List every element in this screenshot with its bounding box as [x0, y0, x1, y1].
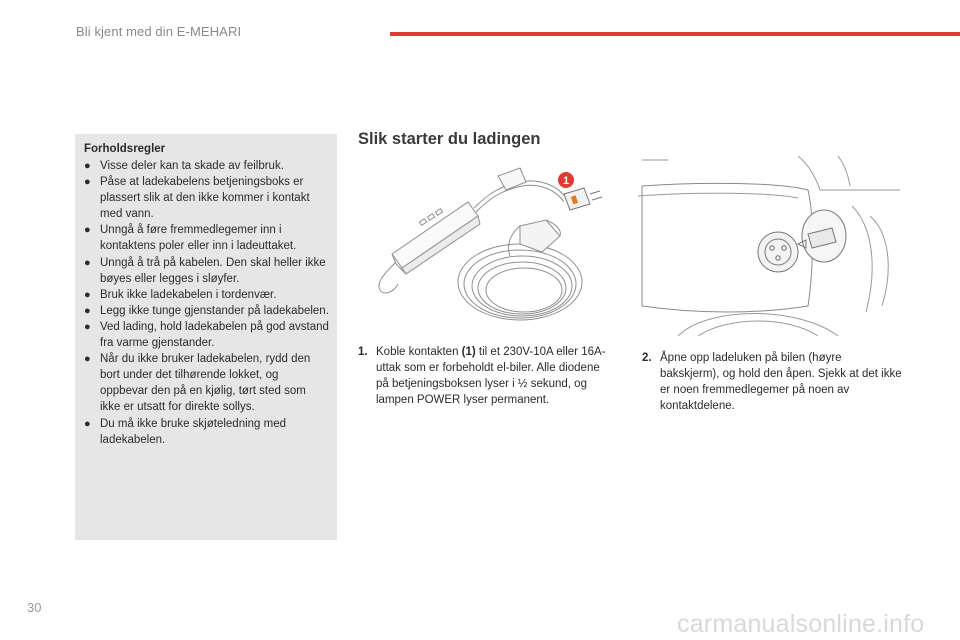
- header-accent-rule: [390, 32, 960, 36]
- precaution-item: ● Unngå å trå på kabelen. Den skal heller ikke bøyes eller legges i sløyfer.: [84, 256, 326, 285]
- bullet-icon: ●: [84, 417, 91, 430]
- watermark: carmanualsonline.info: [677, 610, 925, 638]
- page-number: 30: [27, 600, 42, 615]
- step-number: 1.: [358, 346, 368, 358]
- section-title: Slik starter du ladingen: [358, 130, 541, 148]
- header-title: Bli kjent med din E-MEHARI: [76, 24, 242, 39]
- bullet-icon: ●: [84, 160, 91, 172]
- charging-flap-illustration: [638, 156, 900, 336]
- bullet-icon: ●: [84, 288, 91, 301]
- precaution-item: ● Ved lading, hold ladekabelen på god avstand fra varme gjenstander.: [84, 320, 329, 350]
- precaution-item: ● Unngå å føre fremmedlegemer inn i kontaktens poler eller inn i ladeuttaket.: [84, 224, 297, 253]
- bullet-icon: ●: [84, 176, 91, 189]
- step-reference: (1): [461, 346, 476, 358]
- bullet-icon: ●: [84, 320, 91, 333]
- precautions-list: [83, 158, 329, 448]
- bullet-icon: ●: [84, 304, 91, 317]
- precaution-item: ● Du må ikke bruke skjøteledning med ladekabelen.: [84, 417, 286, 446]
- step-number: 2.: [642, 352, 652, 364]
- bullet-icon: ●: [84, 256, 91, 269]
- precaution-item: ● Visse deler kan ta skade av feilbruk.: [83, 158, 329, 174]
- precautions-title: Forholdsregler: [84, 143, 166, 155]
- precaution-item: ● Når du ikke bruker ladekabelen, rydd den bort under det tilhørende lokket, og oppbevar den på en kjølig, tørt sted som ikke er utsatt for direkte sollys.: [84, 353, 311, 414]
- step-text: Koble kontakten (1) til et 230V-10A eller 16A-uttak som er forbeholdt el-biler. Alle diodene på betjeningsboksen lyser i ½ sekund, og lampen POWER lyser permanent.: [376, 346, 606, 407]
- bullet-icon: ●: [84, 353, 91, 366]
- step-1: [358, 344, 608, 408]
- step-text: Åpne opp ladeluken på bilen (høyre bakskjerm), og hold den åpen. Sjekk at det ikke er noen fremmedlegemer på noen av kontaktdelene.: [660, 352, 902, 413]
- callout-number: 1: [562, 175, 570, 187]
- precaution-item: ● Legg ikke tunge gjenstander på ladekabelen.: [83, 303, 329, 319]
- charging-flap-drawing: [638, 156, 900, 336]
- precautions-box: [75, 134, 337, 540]
- step-2: [642, 350, 904, 414]
- precaution-item: ● Bruk ikke ladekabelen i tordenvær.: [83, 287, 329, 303]
- precaution-item: ● Påse at ladekabelens betjeningsboks er plassert slik at den ikke kommer i kontakt med vann.: [84, 176, 310, 221]
- bullet-icon: ●: [84, 224, 91, 237]
- charging-cable-drawing: [370, 164, 610, 334]
- charging-cable-illustration: [370, 164, 610, 334]
